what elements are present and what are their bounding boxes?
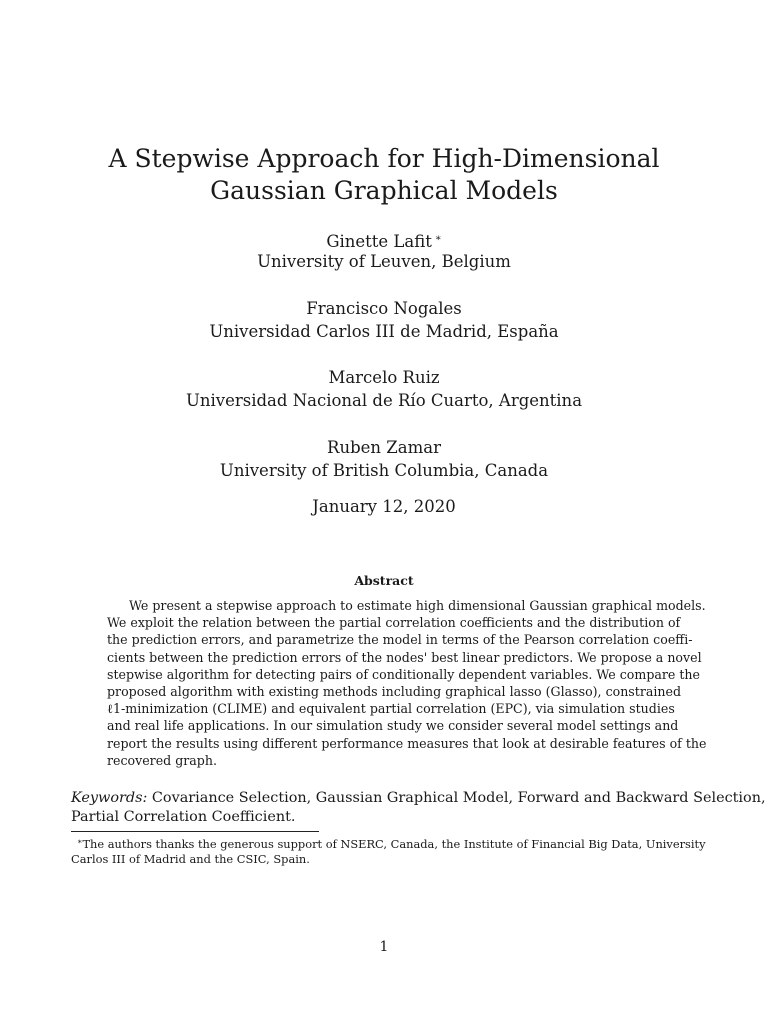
keywords bbox=[71, 789, 766, 826]
author-name-1: Ginette Lafit ∗ bbox=[326, 232, 442, 251]
abstract-line: report the results using different performance measures that look at desirable features of the bbox=[107, 735, 707, 751]
author-name-3: Marcelo Ruiz bbox=[328, 368, 440, 387]
footnote bbox=[71, 835, 706, 866]
abstract-line: cients between the prediction errors of the nodes' best linear predictors. We propose a novel bbox=[107, 649, 702, 665]
keywords-line-2: Partial Correlation Coefficient. bbox=[71, 808, 296, 825]
abstract-line: We exploit the relation between the partial correlation coefficients and the distribution of bbox=[107, 615, 681, 631]
author-affiliation-4: University of British Columbia, Canada bbox=[219, 461, 549, 480]
author-affiliation-3: Universidad Nacional de Río Cuarto, Argentina bbox=[185, 391, 583, 410]
author-name-4: Ruben Zamar bbox=[327, 438, 441, 457]
footnote-mark: ∗ bbox=[77, 837, 83, 846]
abstract-line: the prediction errors, and parametrize the model in terms of the Pearson correlation coeffi- bbox=[107, 632, 693, 648]
abstract-body bbox=[107, 597, 707, 769]
abstract-line: proposed algorithm with existing methods including graphical lasso (Glasso), constrained bbox=[107, 683, 682, 699]
title-line-2: Gaussian Graphical Models bbox=[210, 176, 558, 205]
footnote-rule bbox=[71, 831, 319, 832]
author-affiliation-1: University of Leuven, Belgium bbox=[257, 252, 511, 271]
author-affiliation-2: Universidad Carlos III de Madrid, España bbox=[209, 322, 559, 341]
keywords-line-1: Covariance Selection, Gaussian Graphical Model, Forward and Backward Selection, bbox=[151, 790, 766, 806]
abstract-line: and real life applications. In our simulation study we consider several model settings and bbox=[107, 718, 679, 734]
abstract-heading: Abstract bbox=[354, 573, 414, 588]
author-name-2: Francisco Nogales bbox=[306, 299, 462, 318]
author-footnote-mark: ∗ bbox=[434, 233, 442, 244]
footnote-line-1: The authors thanks the generous support of NSERC, Canada, the Institute of Financial Big Data, University bbox=[82, 837, 706, 851]
keywords-label: Keywords: bbox=[71, 790, 148, 806]
page-number: 1 bbox=[379, 939, 389, 955]
abstract-line: ℓ1-minimization (CLIME) and equivalent partial correlation (EPC), via simulation studies bbox=[107, 701, 675, 717]
title-line-1: A Stepwise Approach for High-Dimensional bbox=[108, 144, 660, 173]
footnote-line-2: Carlos III of Madrid and the CSIC, Spain. bbox=[71, 851, 310, 866]
abstract-line: recovered graph. bbox=[107, 752, 217, 768]
abstract-line: We present a stepwise approach to estimate high dimensional Gaussian graphical models. bbox=[129, 598, 706, 613]
paper-title bbox=[0, 143, 768, 207]
paper-date: January 12, 2020 bbox=[312, 497, 456, 516]
abstract-line: stepwise algorithm for detecting pairs of conditionally dependent variables. We compare the bbox=[107, 666, 700, 682]
